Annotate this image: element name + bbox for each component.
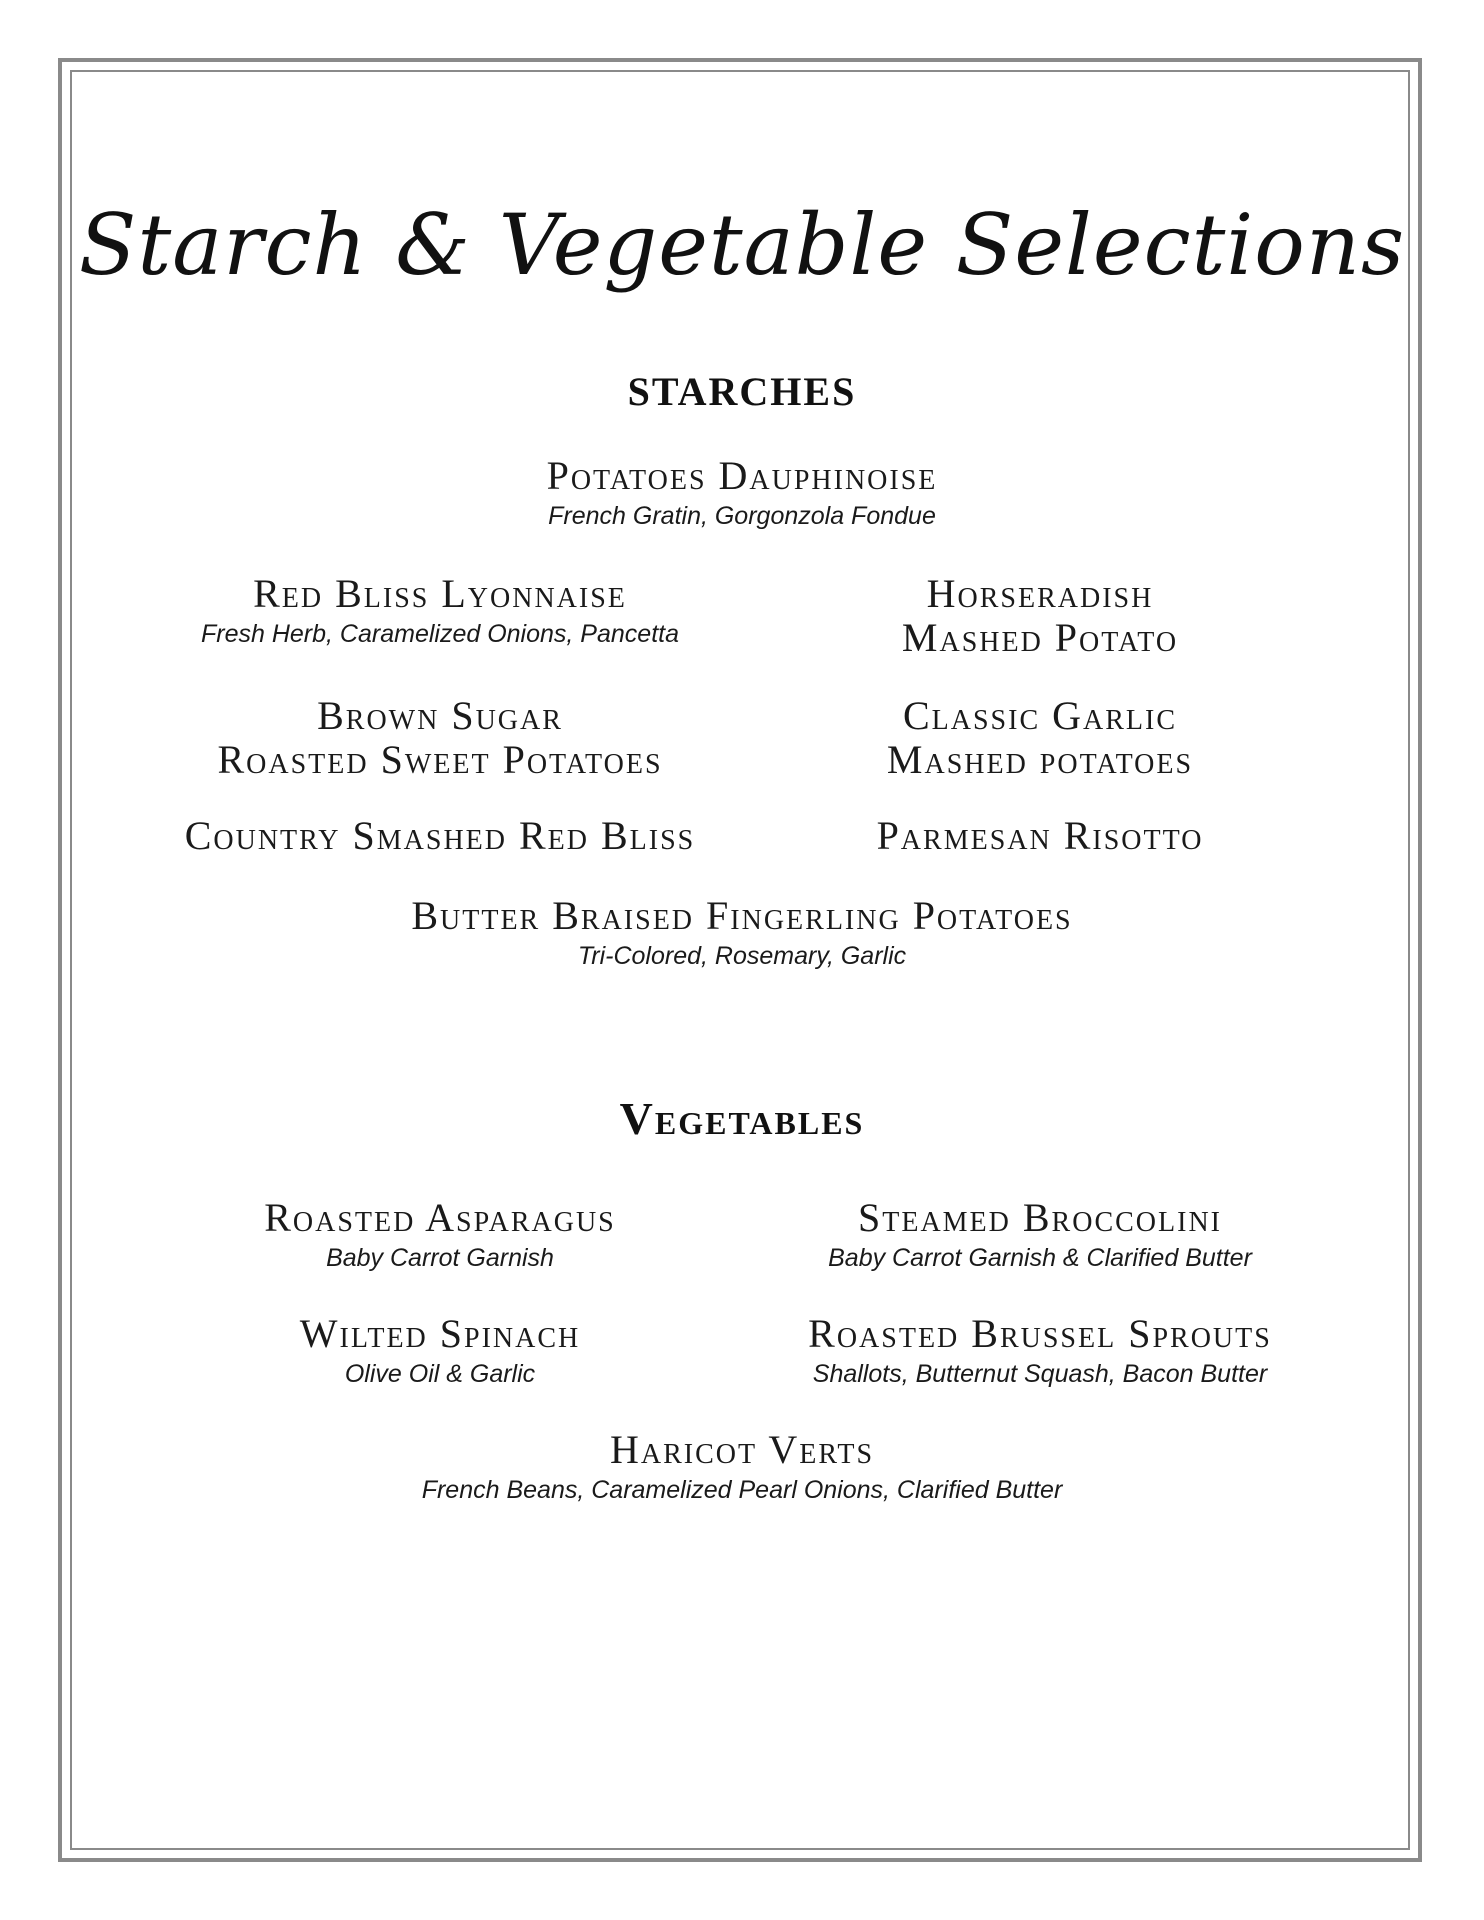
item-name: Butter Braised Fingerling Potatoes: [411, 893, 1073, 938]
menu-item-classic-garlic: [790, 694, 1290, 782]
item-name: Roasted Brussel Sprouts: [808, 1311, 1272, 1356]
item-name: Country Smashed Red Bliss: [184, 813, 696, 858]
item-name: Potatoes Dauphinoise: [546, 453, 938, 498]
item-name-line1: Brown Sugar: [317, 693, 563, 738]
item-description: French Gratin, Gorgonzola Fondue: [548, 502, 936, 530]
menu-item-roasted-asparagus: [140, 1196, 740, 1274]
item-name: Red Bliss Lyonnaise: [253, 571, 627, 616]
page-title: Starch & Vegetable Selections: [78, 196, 1406, 294]
menu-item-potatoes-dauphinoise: [100, 454, 1384, 532]
menu-item-roasted-brussel-sprouts: [790, 1312, 1290, 1390]
menu-item-red-bliss-lyonnaise: [140, 572, 740, 650]
menu-item-horseradish-mashed: [790, 572, 1290, 660]
starches-heading: STARCHES: [627, 369, 857, 414]
item-name-line2: Roasted Sweet Potatoes: [217, 737, 663, 782]
item-description: Baby Carrot Garnish & Clarified Butter: [828, 1244, 1252, 1272]
menu-item-steamed-broccolini: [790, 1196, 1290, 1274]
item-name: Haricot Verts: [609, 1427, 875, 1472]
item-name-line1: Classic Garlic: [902, 693, 1178, 738]
menu-item-country-smashed: [140, 814, 740, 858]
item-name-line2: Mashed potatoes: [886, 737, 1194, 782]
item-description: Olive Oil & Garlic: [344, 1360, 536, 1388]
item-description: Shallots, Butternut Squash, Bacon Butter: [812, 1360, 1268, 1388]
menu-item-butter-braised: [100, 894, 1384, 972]
item-description: Baby Carrot Garnish: [326, 1244, 554, 1272]
item-name: Wilted Spinach: [299, 1311, 581, 1356]
item-description: French Beans, Caramelized Pearl Onions, Clarified Butter: [421, 1476, 1063, 1504]
item-name-line1: Horseradish: [926, 571, 1154, 616]
item-name: Roasted Asparagus: [264, 1195, 616, 1240]
menu-item-brown-sugar: [140, 694, 740, 782]
menu-item-wilted-spinach: [140, 1312, 740, 1390]
vegetables-heading: Vegetables: [619, 1093, 865, 1144]
item-name-line2: Mashed Potato: [901, 615, 1179, 660]
item-name: Parmesan Risotto: [876, 813, 1204, 858]
item-description: Tri-Colored, Rosemary, Garlic: [577, 942, 907, 970]
menu-item-parmesan-risotto: [790, 814, 1290, 858]
item-name: Steamed Broccolini: [857, 1195, 1222, 1240]
item-description: Fresh Herb, Caramelized Onions, Pancetta: [201, 620, 679, 648]
menu-item-haricot-verts: [100, 1428, 1384, 1506]
